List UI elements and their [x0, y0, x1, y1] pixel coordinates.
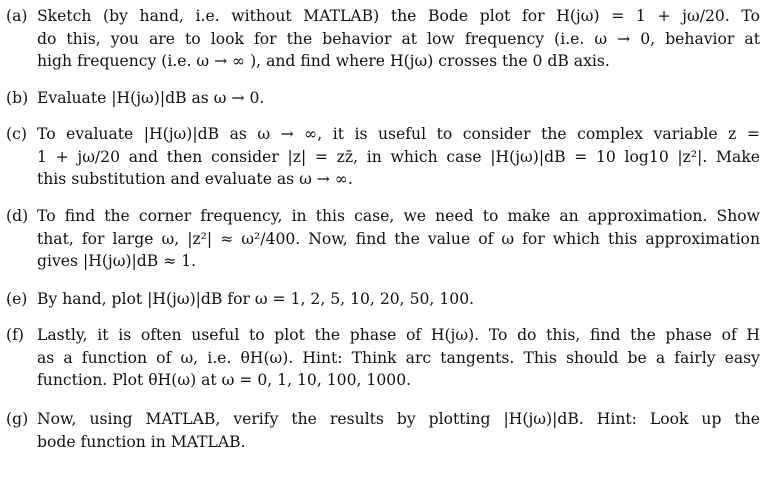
problem-text — [37, 205, 760, 273]
problem-label: (e) — [6, 290, 28, 308]
problem-text — [37, 123, 760, 191]
problem-label: (d) — [6, 207, 29, 225]
text-line: Now, using MATLAB, verify the results by plotting |H(jω)|dB. Hint: Look up the — [37, 410, 760, 428]
text-line: To find the corner frequency, in this case, we need to make an approximation. Show — [37, 207, 760, 225]
problem-text — [37, 324, 760, 392]
problem-label: (f) — [6, 326, 24, 344]
text-line: By hand, plot |H(jω)|dB for ω = 1, 2, 5, 10, 20, 50, 100. — [37, 290, 475, 308]
text-line: Lastly, it is often useful to plot the phase of H(jω). To do this, find the phase of H — [37, 326, 760, 344]
problem-label: (a) — [6, 7, 28, 25]
text-line: bode function in MATLAB. — [37, 432, 246, 451]
text-line: 1 + jω/20 and then consider |z| = zz̄, in which case |H(jω)|dB = 10 log10 |z²|. Make — [37, 147, 760, 166]
problem-label: (c) — [6, 125, 27, 143]
problem-text — [37, 5, 760, 73]
problem-text — [37, 87, 760, 110]
text-line: do this, you are to look for the behavior at low frequency (i.e. ω → 0, behavior at — [37, 29, 760, 48]
text-line: Evaluate |H(jω)|dB as ω → 0. — [37, 89, 265, 107]
problem-b — [6, 87, 760, 110]
text-line: To evaluate |H(jω)|dB as ω → ∞, it is useful to consider the complex variable z = — [37, 125, 760, 143]
text-line: that, for large ω, |z²| ≈ ω²/400. Now, find the value of ω for which this approximation — [37, 229, 760, 248]
problem-text — [37, 288, 760, 311]
problem-g — [6, 408, 760, 453]
text-line: as a function of ω, i.e. θH(ω). Hint: Think arc tangents. This should be a fairly easy — [37, 348, 760, 367]
text-line: Sketch (by hand, i.e. without MATLAB) the Bode plot for H(jω) = 1 + jω/20. To — [37, 7, 760, 25]
text-line: high frequency (i.e. ω → ∞ ), and find where H(jω) crosses the 0 dB axis. — [37, 52, 610, 70]
problem-text — [37, 408, 760, 453]
text-line: gives |H(jω)|dB ≈ 1. — [37, 252, 197, 270]
problem-f — [6, 324, 760, 392]
problem-label: (g) — [6, 410, 29, 428]
problem-c — [6, 123, 760, 191]
problem-a — [6, 5, 760, 73]
text-line: function. Plot θH(ω) at ω = 0, 1, 10, 100, 1000. — [37, 371, 412, 389]
problem-d — [6, 205, 760, 273]
problem-e — [6, 288, 760, 311]
problem-label: (b) — [6, 89, 29, 107]
text-line: this substitution and evaluate as ω → ∞. — [37, 170, 353, 188]
